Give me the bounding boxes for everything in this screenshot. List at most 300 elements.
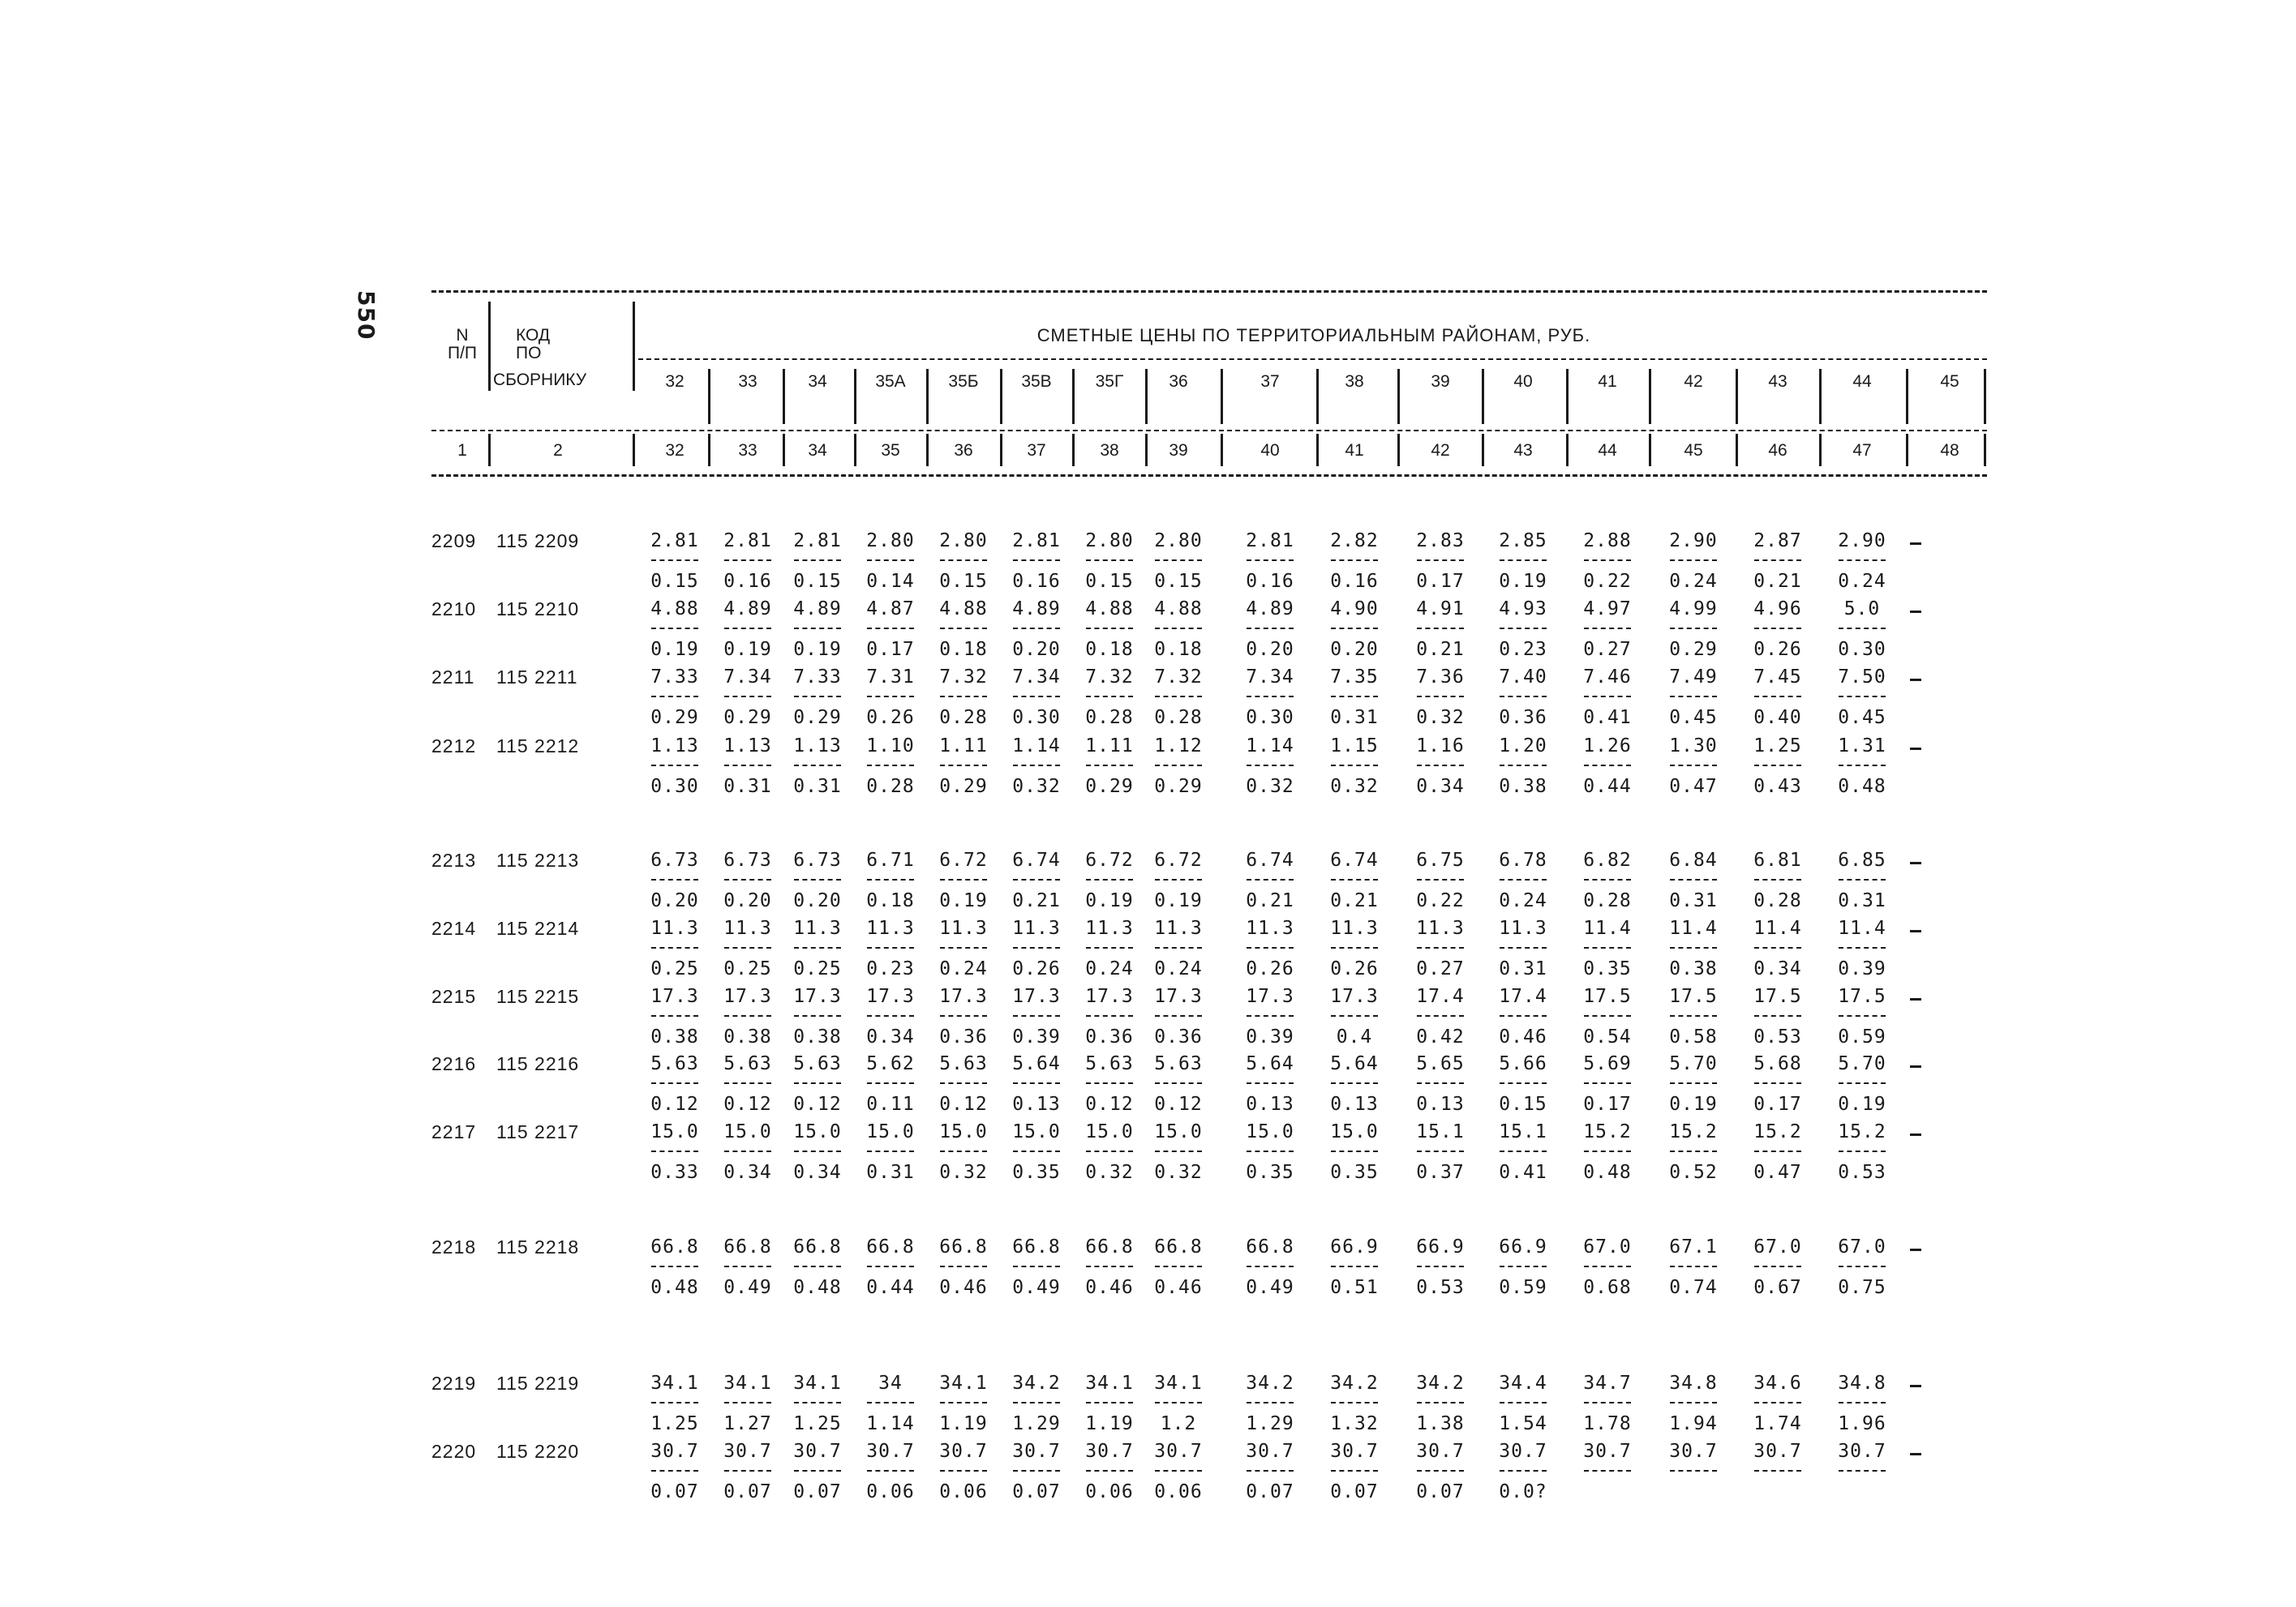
fraction-line: [1584, 1470, 1631, 1472]
cell-value-top: 17.4: [1416, 986, 1465, 1007]
cell-value-top: 1.12: [1154, 735, 1203, 756]
cell-value-bottom: 0.15: [1499, 1094, 1547, 1115]
cell-value-bottom: 0.19: [1838, 1094, 1886, 1115]
fraction-line: [1086, 1015, 1133, 1017]
fraction-line: [1584, 1402, 1631, 1403]
cell-value-bottom: 0.19: [723, 639, 772, 660]
fraction-line: [940, 1151, 987, 1152]
cell-value-bottom: 0.34: [723, 1162, 772, 1183]
fraction-line: [1754, 1266, 1801, 1267]
cell-value-top: 7.34: [723, 666, 772, 688]
cell-value-top: 4.97: [1583, 598, 1632, 619]
cell-value-bottom: 0.59: [1838, 1026, 1886, 1048]
cell-value-bottom: 0.29: [1085, 776, 1134, 797]
header-column-number: 48: [1940, 441, 1959, 460]
cell-value-top: 5.64: [1246, 1053, 1294, 1074]
fraction-line: [1670, 1015, 1717, 1017]
cell-empty-dash: [1910, 998, 1921, 1001]
cell-value-bottom: 0.59: [1499, 1277, 1547, 1298]
cell-value-top: 6.75: [1416, 850, 1465, 871]
cell-value-top: 30.7: [723, 1441, 772, 1462]
fraction-line: [1417, 879, 1464, 881]
cell-value-top: 7.34: [1012, 666, 1061, 688]
cell-value-top: 15.0: [866, 1121, 915, 1142]
cell-value-top: 7.32: [939, 666, 988, 688]
header-district-label: 33: [738, 372, 757, 391]
fraction-line: [1584, 696, 1631, 697]
cell-value-top: 15.0: [723, 1121, 772, 1142]
cell-value-bottom: 0.19: [1669, 1094, 1718, 1115]
cell-value-top: 17.3: [939, 986, 988, 1007]
cell-value-top: 17.4: [1499, 986, 1547, 1007]
header-vline: [1649, 434, 1651, 466]
fraction-line: [1013, 947, 1060, 949]
fraction-line: [1754, 1470, 1801, 1472]
cell-value-top: 7.32: [1085, 666, 1134, 688]
cell-value-top: 5.63: [1154, 1053, 1203, 1074]
cell-value-bottom: 0.24: [1085, 958, 1134, 979]
cell-value-top: 17.5: [1583, 986, 1632, 1007]
fraction-line: [651, 1470, 698, 1472]
cell-value-top: 11.3: [866, 918, 915, 939]
fraction-line: [1155, 696, 1202, 697]
fraction-line: [1086, 765, 1133, 766]
header-district-label: 35В: [1021, 372, 1052, 391]
cell-value-top: 1.15: [1330, 735, 1379, 756]
cell-value-top: 67.0: [1753, 1236, 1802, 1258]
header-district-label: 39: [1431, 372, 1450, 391]
fraction-line: [1331, 765, 1378, 766]
cell-value-bottom: 0.51: [1330, 1277, 1379, 1298]
fraction-line: [1013, 1151, 1060, 1152]
cell-value-bottom: 0.28: [1085, 707, 1134, 728]
cell-value-bottom: 0.32: [1012, 776, 1061, 797]
fraction-line: [940, 765, 987, 766]
cell-value-bottom: 0.68: [1583, 1277, 1632, 1298]
fraction-line: [867, 696, 914, 697]
cell-empty-dash: [1910, 1249, 1921, 1251]
fraction-line: [794, 879, 841, 881]
cell-value-bottom: 1.29: [1246, 1413, 1294, 1434]
cell-value-bottom: 0.13: [1012, 1094, 1061, 1115]
row-number: 2214: [431, 918, 477, 939]
header-vline: [1221, 434, 1223, 466]
cell-value-bottom: 0.12: [1085, 1094, 1134, 1115]
fraction-line: [1670, 1082, 1717, 1084]
header-vline: [1482, 434, 1484, 466]
cell-value-top: 7.32: [1154, 666, 1203, 688]
header-district-label: 40: [1513, 372, 1533, 391]
cell-value-bottom: 0.15: [1085, 571, 1134, 592]
cell-value-bottom: 0.58: [1669, 1026, 1718, 1048]
header-vline: [488, 302, 491, 391]
fraction-line: [651, 765, 698, 766]
cell-value-bottom: 0.34: [866, 1026, 915, 1048]
cell-value-top: 4.88: [1085, 598, 1134, 619]
cell-value-top: 4.96: [1753, 598, 1802, 619]
cell-value-top: 66.8: [1012, 1236, 1061, 1258]
fraction-line: [1247, 1402, 1294, 1403]
fraction-line: [1754, 947, 1801, 949]
cell-value-top: 1.14: [1246, 735, 1294, 756]
cell-value-top: 1.13: [650, 735, 699, 756]
cell-value-top: 5.63: [939, 1053, 988, 1074]
cell-value-top: 2.81: [723, 530, 772, 551]
cell-value-bottom: 0.31: [793, 776, 842, 797]
cell-value-top: 5.0: [1843, 598, 1881, 619]
cell-value-bottom: 0.18: [1154, 639, 1203, 660]
cell-value-top: 66.9: [1330, 1236, 1379, 1258]
cell-value-top: 30.7: [1499, 1441, 1547, 1462]
cell-value-top: 1.13: [793, 735, 842, 756]
header-vline: [1221, 369, 1223, 424]
cell-value-bottom: 0.43: [1753, 776, 1802, 797]
cell-value-top: 1.30: [1669, 735, 1718, 756]
header-district-label: 35Б: [948, 372, 979, 391]
fraction-line: [651, 1402, 698, 1403]
cell-value-bottom: 1.74: [1753, 1413, 1802, 1434]
fraction-line: [1247, 947, 1294, 949]
fraction-line: [1417, 765, 1464, 766]
cell-value-top: 1.10: [866, 735, 915, 756]
cell-value-bottom: 0.31: [1499, 958, 1547, 979]
cell-value-bottom: 0.11: [866, 1094, 915, 1115]
cell-value-top: 34.2: [1330, 1373, 1379, 1394]
cell-value-top: 6.72: [1154, 850, 1203, 871]
header-col-index-2: 2: [553, 441, 563, 460]
cell-value-top: 7.49: [1669, 666, 1718, 688]
cell-value-top: 6.82: [1583, 850, 1632, 871]
cell-value-bottom: 0.29: [650, 707, 699, 728]
cell-value-top: 6.73: [793, 850, 842, 871]
cell-value-bottom: 0.32: [1085, 1162, 1134, 1183]
cell-value-top: 7.45: [1753, 666, 1802, 688]
cell-empty-dash: [1910, 611, 1921, 613]
fraction-line: [724, 1266, 771, 1267]
cell-value-top: 34.2: [1416, 1373, 1465, 1394]
header-n-label: N: [456, 326, 469, 345]
fraction-line: [724, 947, 771, 949]
cell-value-bottom: 0.31: [866, 1162, 915, 1183]
header-vline: [1906, 369, 1908, 424]
cell-value-top: 1.25: [1753, 735, 1802, 756]
cell-value-top: 7.36: [1416, 666, 1465, 688]
cell-value-bottom: 0.38: [1499, 776, 1547, 797]
fraction-line: [1670, 1151, 1717, 1152]
fraction-line: [1584, 1151, 1631, 1152]
fraction-line: [1086, 559, 1133, 561]
cell-value-bottom: 0.12: [650, 1094, 699, 1115]
cell-value-top: 6.85: [1838, 850, 1886, 871]
cell-value-bottom: 0.49: [723, 1277, 772, 1298]
cell-value-top: 7.34: [1246, 666, 1294, 688]
cell-value-top: 66.8: [793, 1236, 842, 1258]
fraction-line: [1013, 1082, 1060, 1084]
fraction-line: [1670, 765, 1717, 766]
cell-value-top: 11.4: [1753, 918, 1802, 939]
fraction-line: [724, 628, 771, 629]
fraction-line: [794, 765, 841, 766]
cell-value-top: 34: [878, 1373, 903, 1394]
cell-value-bottom: 0.26: [866, 707, 915, 728]
header-code-label: КОД: [516, 326, 551, 345]
header-col-index-1: 1: [457, 441, 467, 460]
cell-value-bottom: 0.75: [1838, 1277, 1886, 1298]
fraction-line: [1013, 1015, 1060, 1017]
cell-value-top: 34.8: [1669, 1373, 1718, 1394]
cell-value-top: 17.3: [1154, 986, 1203, 1007]
fraction-line: [1839, 947, 1886, 949]
fraction-line: [867, 628, 914, 629]
fraction-line: [940, 947, 987, 949]
header-vline: [1397, 369, 1400, 424]
cell-value-top: 7.50: [1838, 666, 1886, 688]
cell-value-bottom: 1.2: [1160, 1413, 1197, 1434]
fraction-line: [724, 879, 771, 881]
fraction-line: [1247, 696, 1294, 697]
cell-empty-dash: [1910, 1385, 1921, 1387]
cell-value-bottom: 0.46: [939, 1277, 988, 1298]
row-number: 2218: [431, 1236, 477, 1258]
cell-value-top: 11.3: [1246, 918, 1294, 939]
fraction-line: [1086, 1151, 1133, 1152]
cell-value-top: 34.7: [1583, 1373, 1632, 1394]
cell-value-top: 6.71: [866, 850, 915, 871]
cell-empty-dash: [1910, 542, 1921, 545]
fraction-line: [1013, 1402, 1060, 1403]
cell-value-bottom: 0.45: [1669, 707, 1718, 728]
cell-value-top: 11.3: [1499, 918, 1547, 939]
cell-value-bottom: 0.20: [723, 890, 772, 911]
cell-value-bottom: 0.35: [1012, 1162, 1061, 1183]
fraction-line: [1500, 1266, 1547, 1267]
fraction-line: [1500, 1082, 1547, 1084]
header-vline: [1316, 434, 1319, 466]
cell-value-top: 4.88: [650, 598, 699, 619]
cell-value-top: 2.90: [1669, 530, 1718, 551]
cell-value-top: 11.3: [723, 918, 772, 939]
header-column-number: 36: [954, 441, 973, 460]
cell-value-bottom: 0.45: [1838, 707, 1886, 728]
cell-value-bottom: 0.27: [1416, 958, 1465, 979]
cell-value-bottom: 0.13: [1246, 1094, 1294, 1115]
cell-value-bottom: 0.34: [793, 1162, 842, 1183]
fraction-line: [651, 696, 698, 697]
cell-value-bottom: 0.48: [793, 1277, 842, 1298]
fraction-line: [1839, 696, 1886, 697]
cell-value-top: 11.4: [1583, 918, 1632, 939]
cell-value-top: 15.1: [1416, 1121, 1465, 1142]
cell-value-bottom: 0.4: [1336, 1026, 1373, 1048]
cell-value-top: 2.88: [1583, 530, 1632, 551]
cell-value-bottom: 0.17: [866, 639, 915, 660]
fraction-line: [1754, 1402, 1801, 1403]
cell-value-top: 7.33: [793, 666, 842, 688]
row-code: 115 2211: [496, 666, 578, 688]
cell-value-top: 6.73: [650, 850, 699, 871]
cell-value-bottom: 0.49: [1012, 1277, 1061, 1298]
row-code: 115 2215: [496, 986, 580, 1007]
cell-value-top: 11.3: [1085, 918, 1134, 939]
cell-value-top: 11.4: [1669, 918, 1718, 939]
header-vline: [1649, 369, 1651, 424]
cell-value-top: 2.81: [793, 530, 842, 551]
subheader-rule: [431, 430, 1987, 431]
fraction-line: [867, 1470, 914, 1472]
cell-value-top: 2.83: [1416, 530, 1465, 551]
fraction-line: [651, 559, 698, 561]
cell-value-bottom: 0.17: [1583, 1094, 1632, 1115]
cell-value-bottom: 0.15: [939, 571, 988, 592]
cell-value-bottom: 0.46: [1154, 1277, 1203, 1298]
cell-value-bottom: 0.07: [1246, 1481, 1294, 1502]
fraction-line: [1155, 947, 1202, 949]
cell-value-top: 11.3: [939, 918, 988, 939]
cell-value-bottom: 0.44: [866, 1277, 915, 1298]
cell-value-bottom: 0.21: [1246, 890, 1294, 911]
cell-value-top: 2.81: [650, 530, 699, 551]
cell-value-bottom: 0.28: [866, 776, 915, 797]
header-vline: [1072, 369, 1075, 424]
cell-value-top: 2.82: [1330, 530, 1379, 551]
cell-value-top: 66.8: [866, 1236, 915, 1258]
fraction-line: [940, 696, 987, 697]
cell-value-top: 2.80: [1154, 530, 1203, 551]
fraction-line: [1086, 1266, 1133, 1267]
cell-empty-dash: [1910, 1133, 1921, 1136]
fraction-line: [1584, 628, 1631, 629]
cell-value-top: 2.81: [1012, 530, 1061, 551]
cell-value-top: 15.0: [1330, 1121, 1379, 1142]
cell-value-top: 4.89: [1246, 598, 1294, 619]
row-code: 115 2214: [496, 918, 580, 939]
cell-value-top: 30.7: [650, 1441, 699, 1462]
cell-value-top: 34.1: [939, 1373, 988, 1394]
cell-value-top: 30.7: [793, 1441, 842, 1462]
fraction-line: [1247, 1015, 1294, 1017]
row-number: 2211: [431, 666, 475, 688]
cell-value-top: 11.4: [1838, 918, 1886, 939]
cell-value-top: 66.8: [1154, 1236, 1203, 1258]
fraction-line: [1754, 1082, 1801, 1084]
fraction-line: [1670, 1266, 1717, 1267]
fraction-line: [1155, 1015, 1202, 1017]
header-vline: [1736, 369, 1738, 424]
cell-value-bottom: 0.54: [1583, 1026, 1632, 1048]
cell-value-bottom: 0.28: [1154, 707, 1203, 728]
header-district-label: 36: [1169, 372, 1188, 391]
header-column-number: 46: [1768, 441, 1787, 460]
header-vline: [1819, 369, 1822, 424]
cell-value-top: 30.7: [1246, 1441, 1294, 1462]
fraction-line: [1417, 628, 1464, 629]
cell-value-bottom: 0.29: [1669, 639, 1718, 660]
header-district-label: 34: [808, 372, 827, 391]
fraction-line: [1331, 628, 1378, 629]
cell-value-top: 1.14: [1012, 735, 1061, 756]
cell-value-top: 15.0: [1012, 1121, 1061, 1142]
header-column-number: 35: [881, 441, 900, 460]
row-code: 115 2213: [496, 850, 580, 871]
fraction-line: [794, 559, 841, 561]
cell-value-top: 6.72: [1085, 850, 1134, 871]
fraction-line: [867, 947, 914, 949]
fraction-line: [1013, 879, 1060, 881]
fraction-line: [1331, 1266, 1378, 1267]
fraction-line: [867, 559, 914, 561]
cell-value-top: 66.8: [1085, 1236, 1134, 1258]
fraction-line: [1155, 1082, 1202, 1084]
cell-value-bottom: 0.34: [1416, 776, 1465, 797]
cell-value-bottom: 0.32: [1246, 776, 1294, 797]
cell-value-bottom: 0.15: [1154, 571, 1203, 592]
fraction-line: [794, 947, 841, 949]
fraction-line: [724, 1082, 771, 1084]
header-column-number: 37: [1027, 441, 1046, 460]
cell-value-bottom: 0.13: [1416, 1094, 1465, 1115]
cell-value-bottom: 0.38: [723, 1026, 772, 1048]
cell-value-top: 11.3: [1012, 918, 1061, 939]
fraction-line: [1500, 1015, 1547, 1017]
fraction-line: [867, 765, 914, 766]
cell-value-bottom: 0.19: [793, 639, 842, 660]
header-column-number: 47: [1852, 441, 1872, 460]
fraction-line: [1754, 628, 1801, 629]
cell-value-bottom: 0.23: [1499, 639, 1547, 660]
cell-value-bottom: 0.28: [1753, 890, 1802, 911]
cell-value-bottom: 0.52: [1669, 1162, 1718, 1183]
row-number: 2209: [431, 530, 477, 551]
cell-value-bottom: 0.07: [1012, 1481, 1061, 1502]
row-code: 115 2216: [496, 1053, 580, 1074]
header-district-label: 43: [1768, 372, 1787, 391]
fraction-line: [1584, 879, 1631, 881]
cell-value-top: 5.70: [1838, 1053, 1886, 1074]
cell-value-bottom: 0.07: [723, 1481, 772, 1502]
cell-value-bottom: 0.39: [1838, 958, 1886, 979]
fraction-line: [1839, 879, 1886, 881]
cell-value-bottom: 0.41: [1583, 707, 1632, 728]
cell-value-bottom: 0.16: [1012, 571, 1061, 592]
cell-value-top: 17.3: [793, 986, 842, 1007]
fraction-line: [1500, 1151, 1547, 1152]
cell-value-bottom: 0.32: [1154, 1162, 1203, 1183]
header-column-number: 34: [808, 441, 827, 460]
cell-value-bottom: 0.24: [1838, 571, 1886, 592]
header-vline: [1819, 434, 1822, 466]
fraction-line: [940, 1402, 987, 1403]
cell-value-bottom: 0.27: [1583, 639, 1632, 660]
cell-value-top: 1.31: [1838, 735, 1886, 756]
cell-value-top: 1.13: [723, 735, 772, 756]
header-column-number: 33: [738, 441, 757, 460]
fraction-line: [1670, 1470, 1717, 1472]
cell-value-bottom: 0.74: [1669, 1277, 1718, 1298]
cell-value-bottom: 0.20: [1330, 639, 1379, 660]
cell-value-bottom: 0.19: [939, 890, 988, 911]
header-vline: [1316, 369, 1319, 424]
row-number: 2219: [431, 1373, 477, 1394]
cell-value-bottom: 0.15: [650, 571, 699, 592]
cell-value-top: 15.0: [1154, 1121, 1203, 1142]
fraction-line: [1839, 1015, 1886, 1017]
cell-value-top: 5.70: [1669, 1053, 1718, 1074]
cell-value-bottom: 0.30: [650, 776, 699, 797]
cell-value-top: 17.3: [1330, 986, 1379, 1007]
fraction-line: [651, 628, 698, 629]
cell-value-bottom: 0.18: [1085, 639, 1134, 660]
fraction-line: [1331, 879, 1378, 881]
